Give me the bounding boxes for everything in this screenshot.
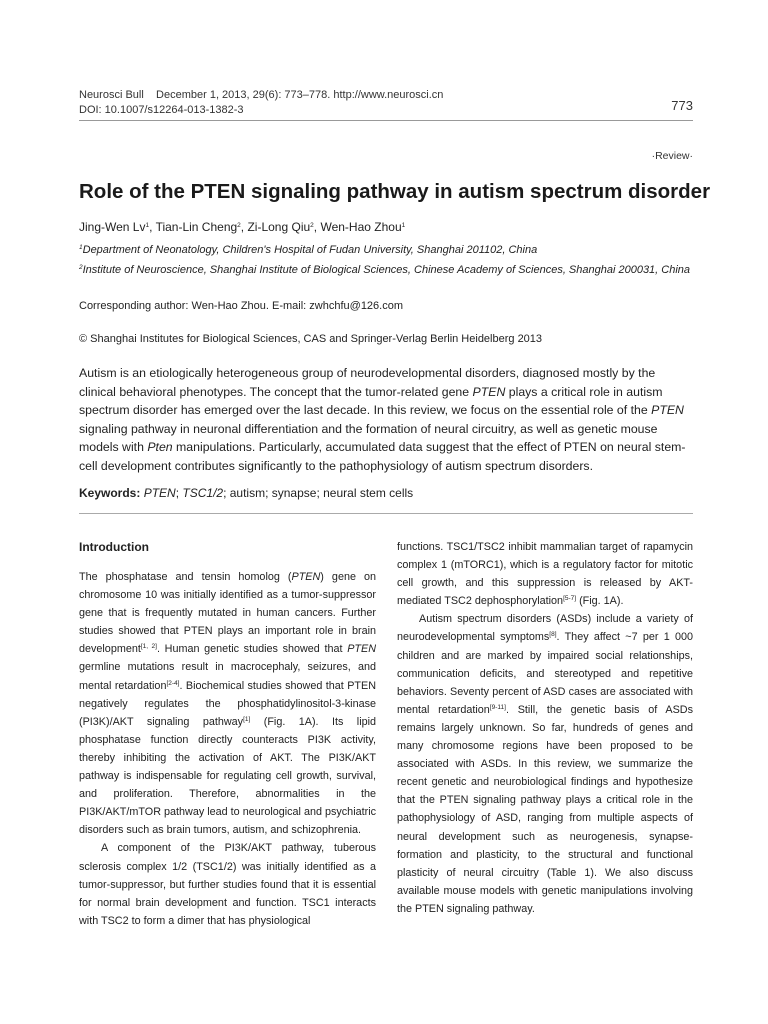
corresponding-author: Corresponding author: Wen-Hao Zhou. E-mail: zwhchfu@126.com <box>79 300 404 312</box>
section-divider <box>79 513 693 514</box>
text-column-left <box>79 568 376 930</box>
keywords-label: Keywords: <box>79 486 141 500</box>
paragraph: The phosphatase and tensin homolog (PTEN) gene on chromosome 10 was initially identified as a tumor-suppressor gene that is frequently mutated in human cancers. Further studies showed that PTEN plays an important role in brain development[1, 2]. Human genetic studies showed that PTEN germline mutations result in macrocephaly, seizures, and mental retardation[2-4]. Biochemical studies showed that PTEN negatively regulates the phosphatidylinositol-3-kinase (PI3K)/AKT signaling pathway[1] (Fig. 1A). Its lipid phosphatase function directly counteracts PI3K activity, thereby inhibiting the activation of AKT. The PI3K/AKT pathway is indispensable for regulating cell growth, survival, and proliferation. Therefore, abnormalities in the PI3K/AKT/mTOR pathway lead to neurological and psychiatric disorders such as brain tumors, autism, and schizophrenia. <box>79 571 377 837</box>
citation: [1] <box>243 715 251 723</box>
keywords: Keywords: PTEN; TSC1/2; autism; synapse; neural stem cells <box>79 486 414 500</box>
author-list: Jing-Wen Lv$^1$, Tian-Lin Cheng$^2$, Zi-Long Qiu$^2$, Wen-Hao Zhou$^1$ <box>79 220 406 234</box>
affiliation-1 <box>79 241 699 260</box>
citation: [8] <box>549 631 557 639</box>
author-affiliation-mark: 1 <box>145 222 150 229</box>
article-type: ·Review· <box>651 150 693 162</box>
citation: [5-7] <box>563 595 577 603</box>
article-title: Role of the PTEN signaling pathway in autism spectrum disorder <box>79 180 711 203</box>
text-column-right <box>397 538 693 918</box>
affiliation-mark: 1 <box>79 244 83 251</box>
author-affiliation-mark: 2 <box>310 222 314 229</box>
citation: [1, 2] <box>140 643 157 651</box>
affiliation-2 <box>79 261 699 280</box>
author-name: Tian-Lin Cheng <box>155 220 238 234</box>
citation: [9-11] <box>489 703 506 711</box>
abstract: Autism is an etiologically heterogeneous group of neurodevelopmental disorders, diagnosed mostly by the clinical behavioral phenotypes. The concept that the tumor-related gene PTEN plays a critical role in autism spectrum disorder has emerged over the last decade. In this review, we focus on the essential role of the PTEN signaling pathway in neuronal differentiation and the formation of neural circuitry, as well as genetic mouse models with Pten manipulations. Particularly, accumulated data suggest that the effect of PTEN on neural stem-cell development contributes significantly to the pathophysiology of autism spectrum disorders. <box>79 366 686 473</box>
paragraph: functions. TSC1/TSC2 inhibit mammalian target of rapamycin complex 1 (mTORC1), which is a regulatory factor for mitotic cell growth, and this suppression is released by AKT-mediated TSC2 dephosphorylation[5-7] (Fig. 1A). <box>397 541 693 608</box>
copyright-notice: © Shanghai Institutes for Biological Sciences, CAS and Springer-Verlag Berlin Heidelberg 2013 <box>79 333 543 345</box>
author-name: Wen-Hao Zhou <box>320 220 402 234</box>
affiliation-mark: 2 <box>79 264 83 271</box>
affiliation-text: Institute of Neuroscience, Shanghai Institute of Biological Sciences, Chinese Academy of Sciences, Shanghai 200031, China <box>82 264 691 276</box>
section-heading: Introduction <box>79 540 149 554</box>
author-affiliation-mark: 1 <box>401 222 406 229</box>
journal-citation: Neurosci Bull December 1, 2013, 29(6): 773–778. http://www.neurosci.cn <box>79 89 444 101</box>
author-name: Zi-Long Qiu <box>247 220 311 234</box>
paragraph: Autism spectrum disorders (ASDs) include a variety of neurodevelopmental symptoms[8]. They affect ~7 per 1 000 children and are marked by impaired social relationships, communication deficits, and stereotyped and repetitive behaviors. Seventy percent of ASD cases are associated with mental retardation[9-11]. Still, the genetic basis of ASDs remains largely unknown. So far, hundreds of genes and many chromosome regions have been proposed to be associated with ASDs. In this review, we summarize the recent genetic and neurobiological findings and hypothesize that the PTEN signaling pathway plays a critical role in the pathophysiology of ASD, ranging from multiple aspects of neural development such as neurogenesis, synapse-formation and plasticity, to the structural and functional plasticity of neural circuitry (Table 1). We also discuss available mouse models with genetic manipulations involving the PTEN signaling pathway. <box>397 613 693 915</box>
author-name: Jing-Wen Lv <box>79 220 146 234</box>
affiliation-text: Department of Neonatology, Children's Hospital of Fudan University, Shanghai 201102, China <box>82 244 538 256</box>
citation: [2-4] <box>166 679 180 687</box>
doi: DOI: 10.1007/s12264-013-1382-3 <box>79 104 244 116</box>
page-number: 773 <box>671 98 693 113</box>
author-affiliation-mark: 2 <box>237 222 241 229</box>
header-divider <box>79 120 693 121</box>
paragraph: A component of the PI3K/AKT pathway, tuberous sclerosis complex 1/2 (TSC1/2) was initially identified as a tumor-suppressor, but further studies found that it is essential for normal brain development and function. TSC1 interacts with TSC2 to form a dimer that has physiological <box>79 842 376 927</box>
